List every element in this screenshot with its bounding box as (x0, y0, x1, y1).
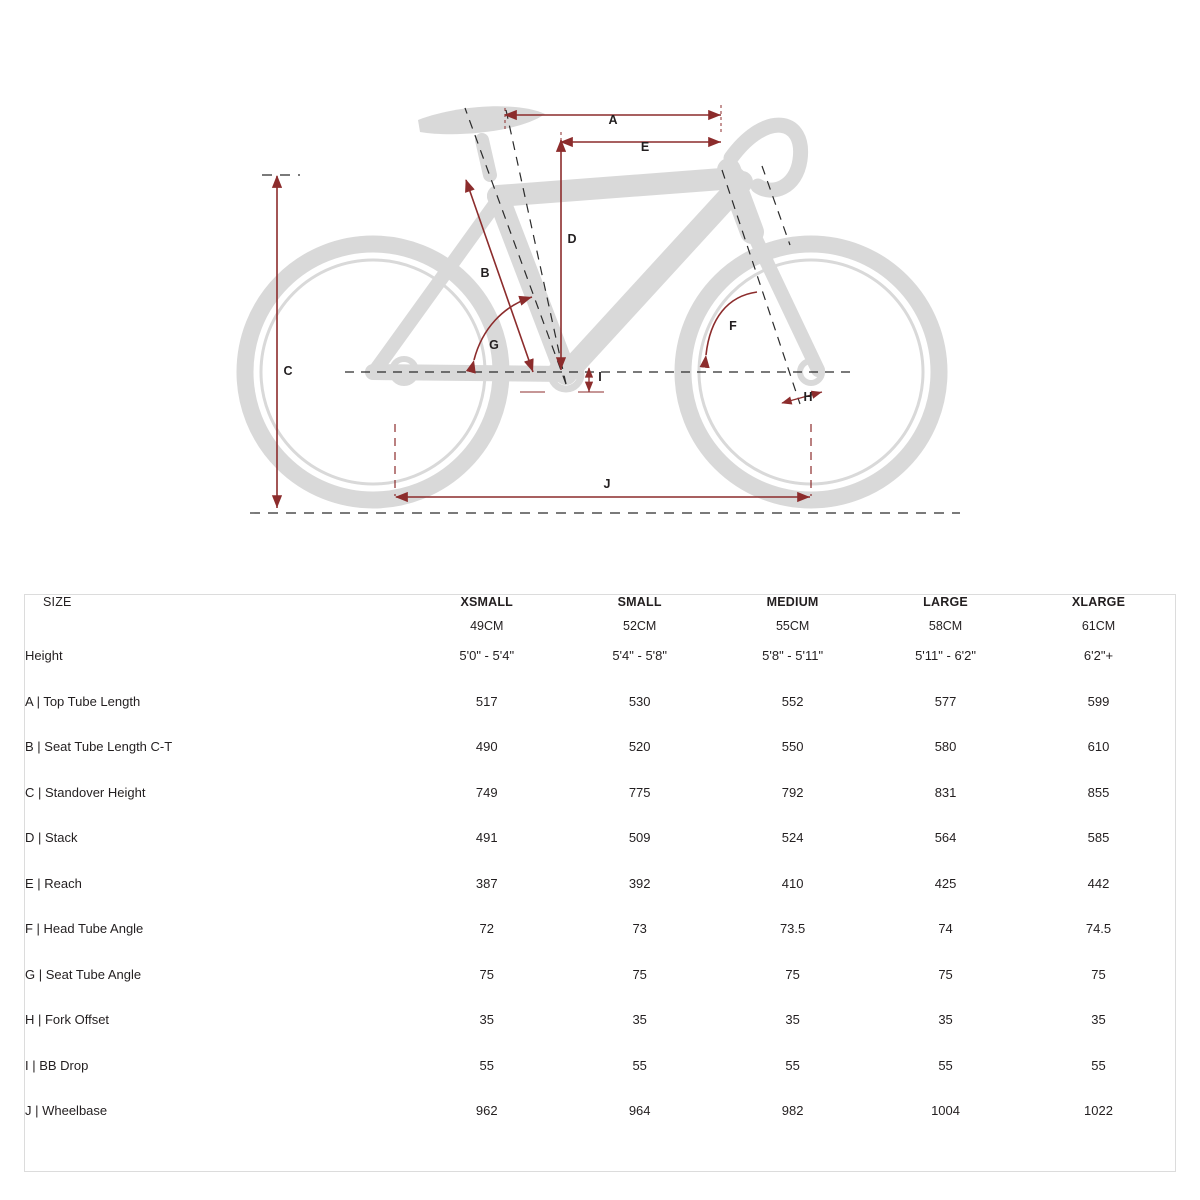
label-H: H (803, 390, 813, 404)
cell-value: 550 (781, 739, 804, 755)
cell-value: 442 (1087, 875, 1110, 891)
geometry-table (25, 595, 1175, 1134)
header-row (25, 595, 1175, 633)
cell-value: 749 (475, 784, 498, 800)
table-row (25, 724, 1175, 770)
label-A: A (608, 113, 618, 127)
header-col-medium (716, 595, 869, 633)
size-cm-xsmall: 49CM (470, 619, 504, 633)
label-G: G (489, 338, 499, 352)
cell-value: 73 (632, 921, 647, 937)
cell-value: 75 (1091, 966, 1106, 982)
size-name-xlarge: XLARGE (1071, 595, 1126, 609)
row-label: A | Top Tube Length (25, 693, 141, 709)
size-name-medium: MEDIUM (766, 595, 819, 609)
cell-value: 775 (628, 784, 651, 800)
table-row (25, 815, 1175, 861)
cell-value: 6'2"+ (1083, 648, 1114, 664)
cell-value: 425 (934, 875, 957, 891)
cell-value: 55 (479, 1057, 494, 1073)
size-cm-medium: 55CM (775, 619, 810, 633)
cell-value: 1004 (931, 1103, 960, 1119)
bike-silhouette (245, 106, 939, 500)
row-label: E | Reach (25, 875, 82, 891)
header-col-small (563, 595, 716, 633)
row-label: H | Fork Offset (25, 1012, 110, 1028)
cell-value: 74.5 (1085, 921, 1112, 937)
label-I: I (598, 370, 602, 384)
row-label: F | Head Tube Angle (25, 921, 144, 937)
header-size: SIZE (43, 595, 72, 609)
cell-value: 5'4" - 5'8" (612, 648, 667, 664)
cell-value: 75 (938, 966, 953, 982)
cell-value: 55 (938, 1057, 953, 1073)
cell-value: 491 (475, 830, 498, 846)
cell-value: 35 (785, 1012, 800, 1028)
cell-value: 55 (1091, 1057, 1106, 1073)
label-E: E (640, 140, 650, 154)
cell-value: 73.5 (779, 921, 806, 937)
header-col-large (869, 595, 1022, 633)
cell-value: 577 (934, 693, 957, 709)
table-row (25, 861, 1175, 907)
row-label: Height (25, 648, 63, 664)
cell-value: 5'11" - 6'2" (915, 648, 977, 664)
cell-value: 855 (1087, 784, 1110, 800)
table-row (25, 1088, 1175, 1134)
cell-value: 585 (1087, 830, 1110, 846)
cell-value: 55 (632, 1057, 647, 1073)
cell-value: 599 (1087, 693, 1110, 709)
cell-value: 35 (1091, 1012, 1106, 1028)
cell-value: 964 (628, 1103, 651, 1119)
cell-value: 792 (781, 784, 804, 800)
label-J: J (603, 477, 611, 491)
row-label: J | Wheelbase (25, 1103, 108, 1119)
label-B: B (480, 266, 490, 280)
cell-value: 831 (934, 784, 957, 800)
label-D: D (567, 232, 577, 246)
cell-value: 1022 (1084, 1103, 1113, 1119)
cell-value: 74 (938, 921, 953, 937)
cell-value: 509 (628, 830, 651, 846)
row-label: I | BB Drop (25, 1057, 89, 1073)
table-row (25, 633, 1175, 679)
cell-value: 35 (479, 1012, 494, 1028)
cell-value: 524 (781, 830, 804, 846)
table-row (25, 906, 1175, 952)
cell-value: 517 (475, 693, 498, 709)
cell-value: 72 (479, 921, 494, 937)
row-label: D | Stack (25, 830, 78, 846)
cell-value: 55 (785, 1057, 800, 1073)
row-label: G | Seat Tube Angle (25, 966, 142, 982)
cell-value: 490 (475, 739, 498, 755)
cell-value: 552 (781, 693, 804, 709)
cell-value: 392 (628, 875, 651, 891)
cell-value: 5'8" - 5'11" (762, 648, 824, 664)
frame-geometry-diagram (0, 0, 1200, 575)
cell-value: 35 (632, 1012, 647, 1028)
cell-value: 962 (475, 1103, 498, 1119)
cell-value: 75 (632, 966, 647, 982)
table-body (25, 633, 1175, 1134)
cell-value: 982 (781, 1103, 804, 1119)
cell-value: 387 (475, 875, 498, 891)
cell-value: 530 (628, 693, 651, 709)
label-F: F (729, 319, 737, 333)
geometry-table-container (24, 594, 1176, 1172)
size-cm-small: 52CM (623, 619, 657, 633)
cell-value: 610 (1087, 739, 1110, 755)
table-header (25, 595, 1175, 633)
table-row (25, 679, 1175, 725)
row-label: C | Standover Height (25, 784, 146, 800)
cell-value: 35 (938, 1012, 953, 1028)
table-row (25, 997, 1175, 1043)
size-name-large: LARGE (923, 595, 968, 609)
header-col-xsmall (410, 595, 563, 633)
cell-value: 580 (934, 739, 957, 755)
size-cm-xlarge: 61CM (1081, 619, 1116, 633)
size-name-xsmall: XSMALL (460, 595, 514, 609)
cell-value: 75 (785, 966, 800, 982)
table-row (25, 1043, 1175, 1089)
cell-value: 564 (934, 830, 957, 846)
cell-value: 5'0" - 5'4" (459, 648, 515, 664)
size-cm-large: 58CM (928, 619, 963, 633)
table-row (25, 770, 1175, 816)
cell-value: 75 (479, 966, 494, 982)
size-name-small: SMALL (617, 595, 662, 609)
cell-value: 410 (781, 875, 804, 891)
header-col-xlarge (1022, 595, 1175, 633)
table-row (25, 952, 1175, 998)
cell-value: 520 (628, 739, 651, 755)
label-C: C (283, 364, 293, 378)
row-label: B | Seat Tube Length C-T (25, 739, 173, 755)
